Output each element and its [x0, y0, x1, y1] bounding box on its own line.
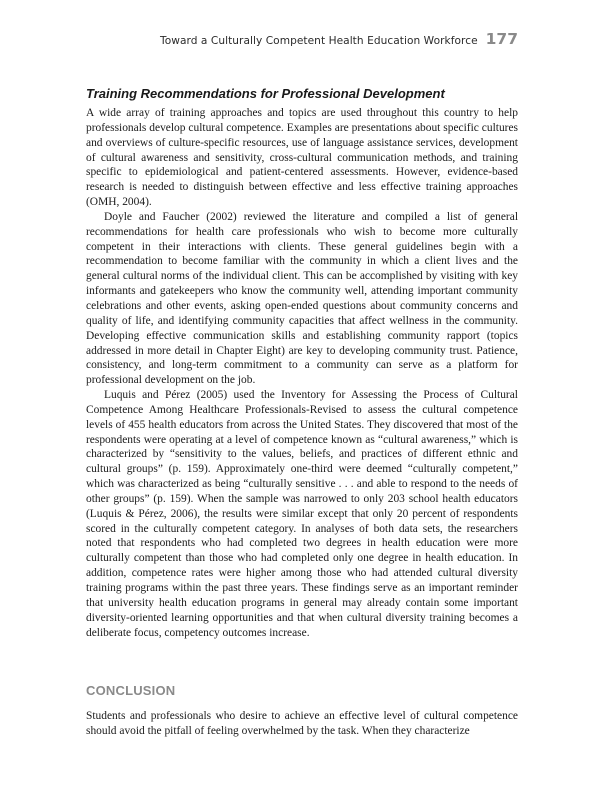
running-head-title: Toward a Culturally Competent Health Education Workforce [160, 35, 478, 47]
paragraph: Luquis and Pérez (2005) used the Inventory for Assessing the Process of Cultural Competence Among Healthcare Professionals-Revised to assess the cultural competence levels of 455 health educators from across the United States. They discovered that most of the respondents were operating at a level of competence known as “cultural awareness,” which is characterized by “sensitivity to the values, beliefs, and practices of different ethnic and cultural groups” (p. 159). Approximately one-third were deemed “culturally competent,” which was characterized as being “culturally sensitive . . . and able to respond to the needs of other groups” (p. 159). When the sample was narrowed to only 203 school health educators (Luquis & Pérez, 2006), the results were similar except that only 20 percent of respondents scored in the culturally competent category. In analyses of both data sets, the researchers noted that respondents who had completed two degrees in health education were more culturally competent than those who had completed only one degree in health education. In addition, competence rates were higher among those who had attended cultural diversity training programs within the past three years. These findings serve as an important reminder that university health education programs in general may already contain some important diversity-oriented learning opportunities and that when cultural diversity training becomes a deliberate focus, competency outcomes increase. [86, 389, 518, 639]
section-heading: Training Recommendations for Professional Development [86, 86, 445, 101]
page-number: 177 [485, 30, 518, 48]
section-body [86, 106, 518, 640]
paragraph: Students and professionals who desire to achieve an effective level of cultural competence should avoid the pitfall of feeling overwhelmed by the task. When they characterize [86, 710, 518, 737]
conclusion-heading: CONCLUSION [86, 683, 176, 698]
conclusion-body [86, 709, 518, 739]
paragraph: Doyle and Faucher (2002) reviewed the literature and compiled a list of general recommendations for health care professionals who wish to become more culturally competent in their interactions with clients. These general guidelines begin with a recommendation to become familiar with the community in which a client lives and the general cultural norms of the individual client. This can be accomplished by visiting with key informants and gatekeepers who know the community well, attending important community celebrations and other events, asking open-ended questions about community concerns and quality of life, and identifying community capacities that affect wellness in the community. Developing effective communication skills and establishing community rapport (topics addressed in more detail in Chapter Eight) are key to developing community trust. Patience, consistency, and long-term commitment to a community can serve as a platform for professional development on the job. [86, 210, 518, 387]
paragraph: A wide array of training approaches and topics are used throughout this country to help professionals develop cultural competence. Examples are presentations about specific cultures and overviews of culture-specific resources, use of language assistance services, development of cultural awareness and sensitivity, cross-cultural communication methods, and training specific to epidemiological and patient-centered assessments. However, evidence-based research is needed to distinguish between effective and less effective training approaches (OMH, 2004). [86, 107, 518, 209]
running-head [160, 30, 518, 48]
